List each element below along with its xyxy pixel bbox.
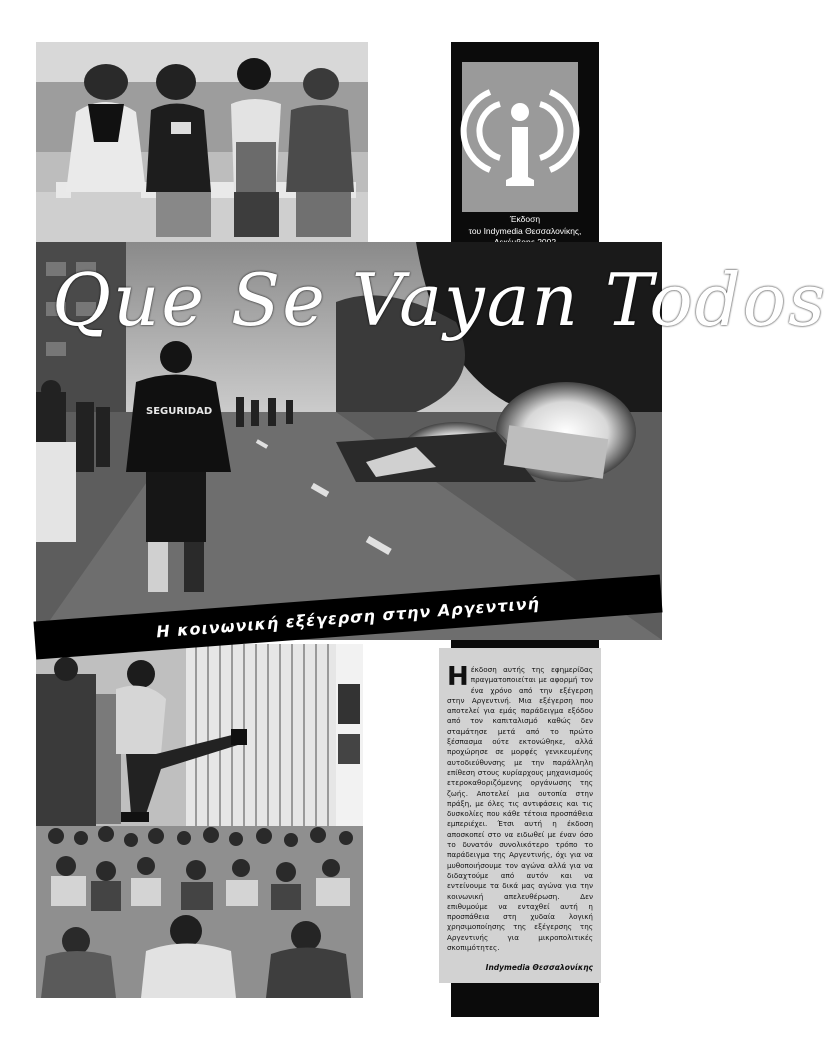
crowd-assembly-photo — [36, 826, 363, 998]
man-kicking-shutter-photo — [36, 644, 363, 826]
page-title: Que Se Vayan Todos — [52, 258, 827, 342]
article-body: έκδοση αυτής της εφημερίδας πραγματοποιείται με αφορμή τον ένα χρόνο από την εξέγερση στην Αργεντινή. Μια εξέγερση που αποτελεί για εμάς παράδειγμα εξόδου από τον καπιταλισμό καθώς δεν σταμάτησε μετά από το πρώτο ξέσπασμα ούτε εκτονώθηκε, αλλά προχώρησε σε μορφές γενικευμένης αυτοδιεύθυνσης με την παράλληλη επίθεση στους κυρίαρχους μηχανισμούς ετεροκαθοριζόμενης οργάνωσης της ζωής. Αποτελεί μια ουτοπία στην πράξη, με όλες τις αντιφάσεις και τις δυσκολίες που κάθε τέτοια προσπάθεια εμπεριέχει. Έτσι αυτή η έκδοση αποσκοπεί στο να ειδωθεί με έναν όσο το δυνατόν συνολικότερο τρόπο το παράδειγμα της Αργεντινής, όχι για να μυθοποιήσουμε τον αγώνα αλλά για να διδαχτούμε από αυτόν και να εντείνουμε τα δικά μας αγώνα για την κοινωνική απελευθέρωση. Δεν επιθυμούμε να ενταχθεί αυτή η προσπάθεια στη χυδαία λογική χρησιμοποίησης της εξέγερσης της Αργεντινής για μικροπολιτικές σκοπιμότητες. — [447, 665, 593, 953]
drop-cap: Η — [447, 662, 469, 692]
article-text — [447, 662, 593, 953]
article-signature: Indymedia Θεσσαλονίκης — [485, 963, 593, 972]
jacket-text: SEGURIDAD — [146, 406, 213, 417]
banner-text: Η κοινωνική εξέγερση στην Αργεντινή — [155, 593, 541, 641]
masked-protesters-photo — [36, 42, 368, 242]
edition-line-2: του Indymedia Θεσσαλονίκης, — [468, 225, 582, 236]
edition-line-1: Έκδοση — [509, 214, 541, 224]
indymedia-i-logo-icon — [462, 62, 578, 212]
